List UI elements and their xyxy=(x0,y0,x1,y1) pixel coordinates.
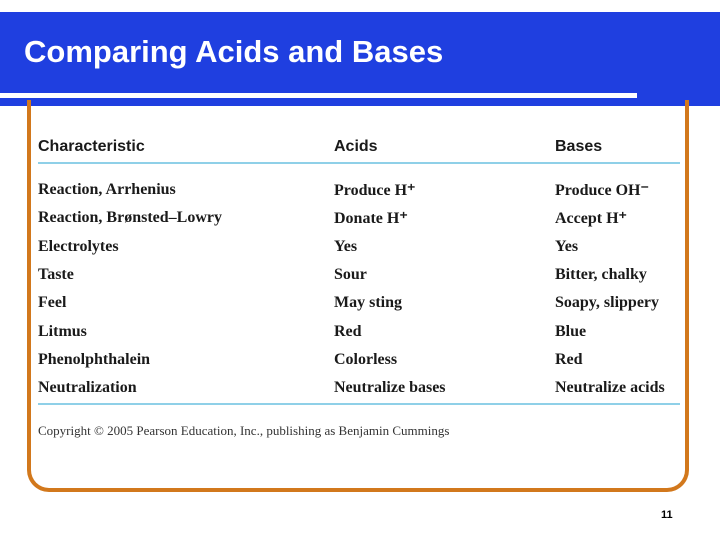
cell-bases: Soapy, slippery xyxy=(555,294,660,312)
cell-characteristic: Taste xyxy=(38,266,74,284)
cell-bases: Red xyxy=(555,350,583,368)
header-bases: Bases xyxy=(555,138,603,155)
cell-bases: Accept H⁺ xyxy=(555,210,627,228)
comparison-table xyxy=(38,132,680,402)
cell-acids: Yes xyxy=(334,237,358,255)
cell-characteristic: Phenolphthalein xyxy=(38,350,151,368)
slide-title: Comparing Acids and Bases xyxy=(24,34,444,69)
cell-acids: Neutralize bases xyxy=(334,379,446,397)
cell-acids: Sour xyxy=(334,266,367,284)
cell-bases: Bitter, chalky xyxy=(555,266,647,284)
table-row xyxy=(38,346,680,374)
page-number: 11 xyxy=(661,509,673,521)
cell-acids: Produce H⁺ xyxy=(334,182,416,200)
footer-rule xyxy=(38,403,680,405)
cell-bases: Produce OH⁻ xyxy=(555,182,649,200)
cell-characteristic: Neutralization xyxy=(38,379,137,397)
table-header xyxy=(38,132,680,162)
cell-bases: Neutralize acids xyxy=(555,379,665,397)
table-row xyxy=(38,261,680,289)
table-row xyxy=(38,317,680,345)
table-row xyxy=(38,233,680,261)
table-row xyxy=(38,176,680,204)
copyright-text: Copyright © 2005 Pearson Education, Inc., publishing as Benjamin Cummings xyxy=(38,423,450,438)
cell-characteristic: Reaction, Brønsted–Lowry xyxy=(38,209,222,227)
cell-characteristic: Reaction, Arrhenius xyxy=(38,181,176,199)
cell-acids: May sting xyxy=(334,294,402,312)
table-body xyxy=(38,164,680,402)
header-acids: Acids xyxy=(334,138,378,155)
cell-bases: Blue xyxy=(555,322,587,340)
header-characteristic: Characteristic xyxy=(38,138,145,155)
table-row xyxy=(38,289,680,317)
cell-acids: Red xyxy=(334,322,362,340)
cell-acids: Donate H⁺ xyxy=(334,210,408,228)
cell-acids: Colorless xyxy=(334,350,398,368)
cell-characteristic: Feel xyxy=(38,294,67,312)
table-row xyxy=(38,204,680,232)
title-underline xyxy=(0,93,637,98)
table-row xyxy=(38,374,680,402)
cell-characteristic: Litmus xyxy=(38,322,87,340)
cell-bases: Yes xyxy=(555,237,579,255)
cell-characteristic: Electrolytes xyxy=(38,237,119,255)
